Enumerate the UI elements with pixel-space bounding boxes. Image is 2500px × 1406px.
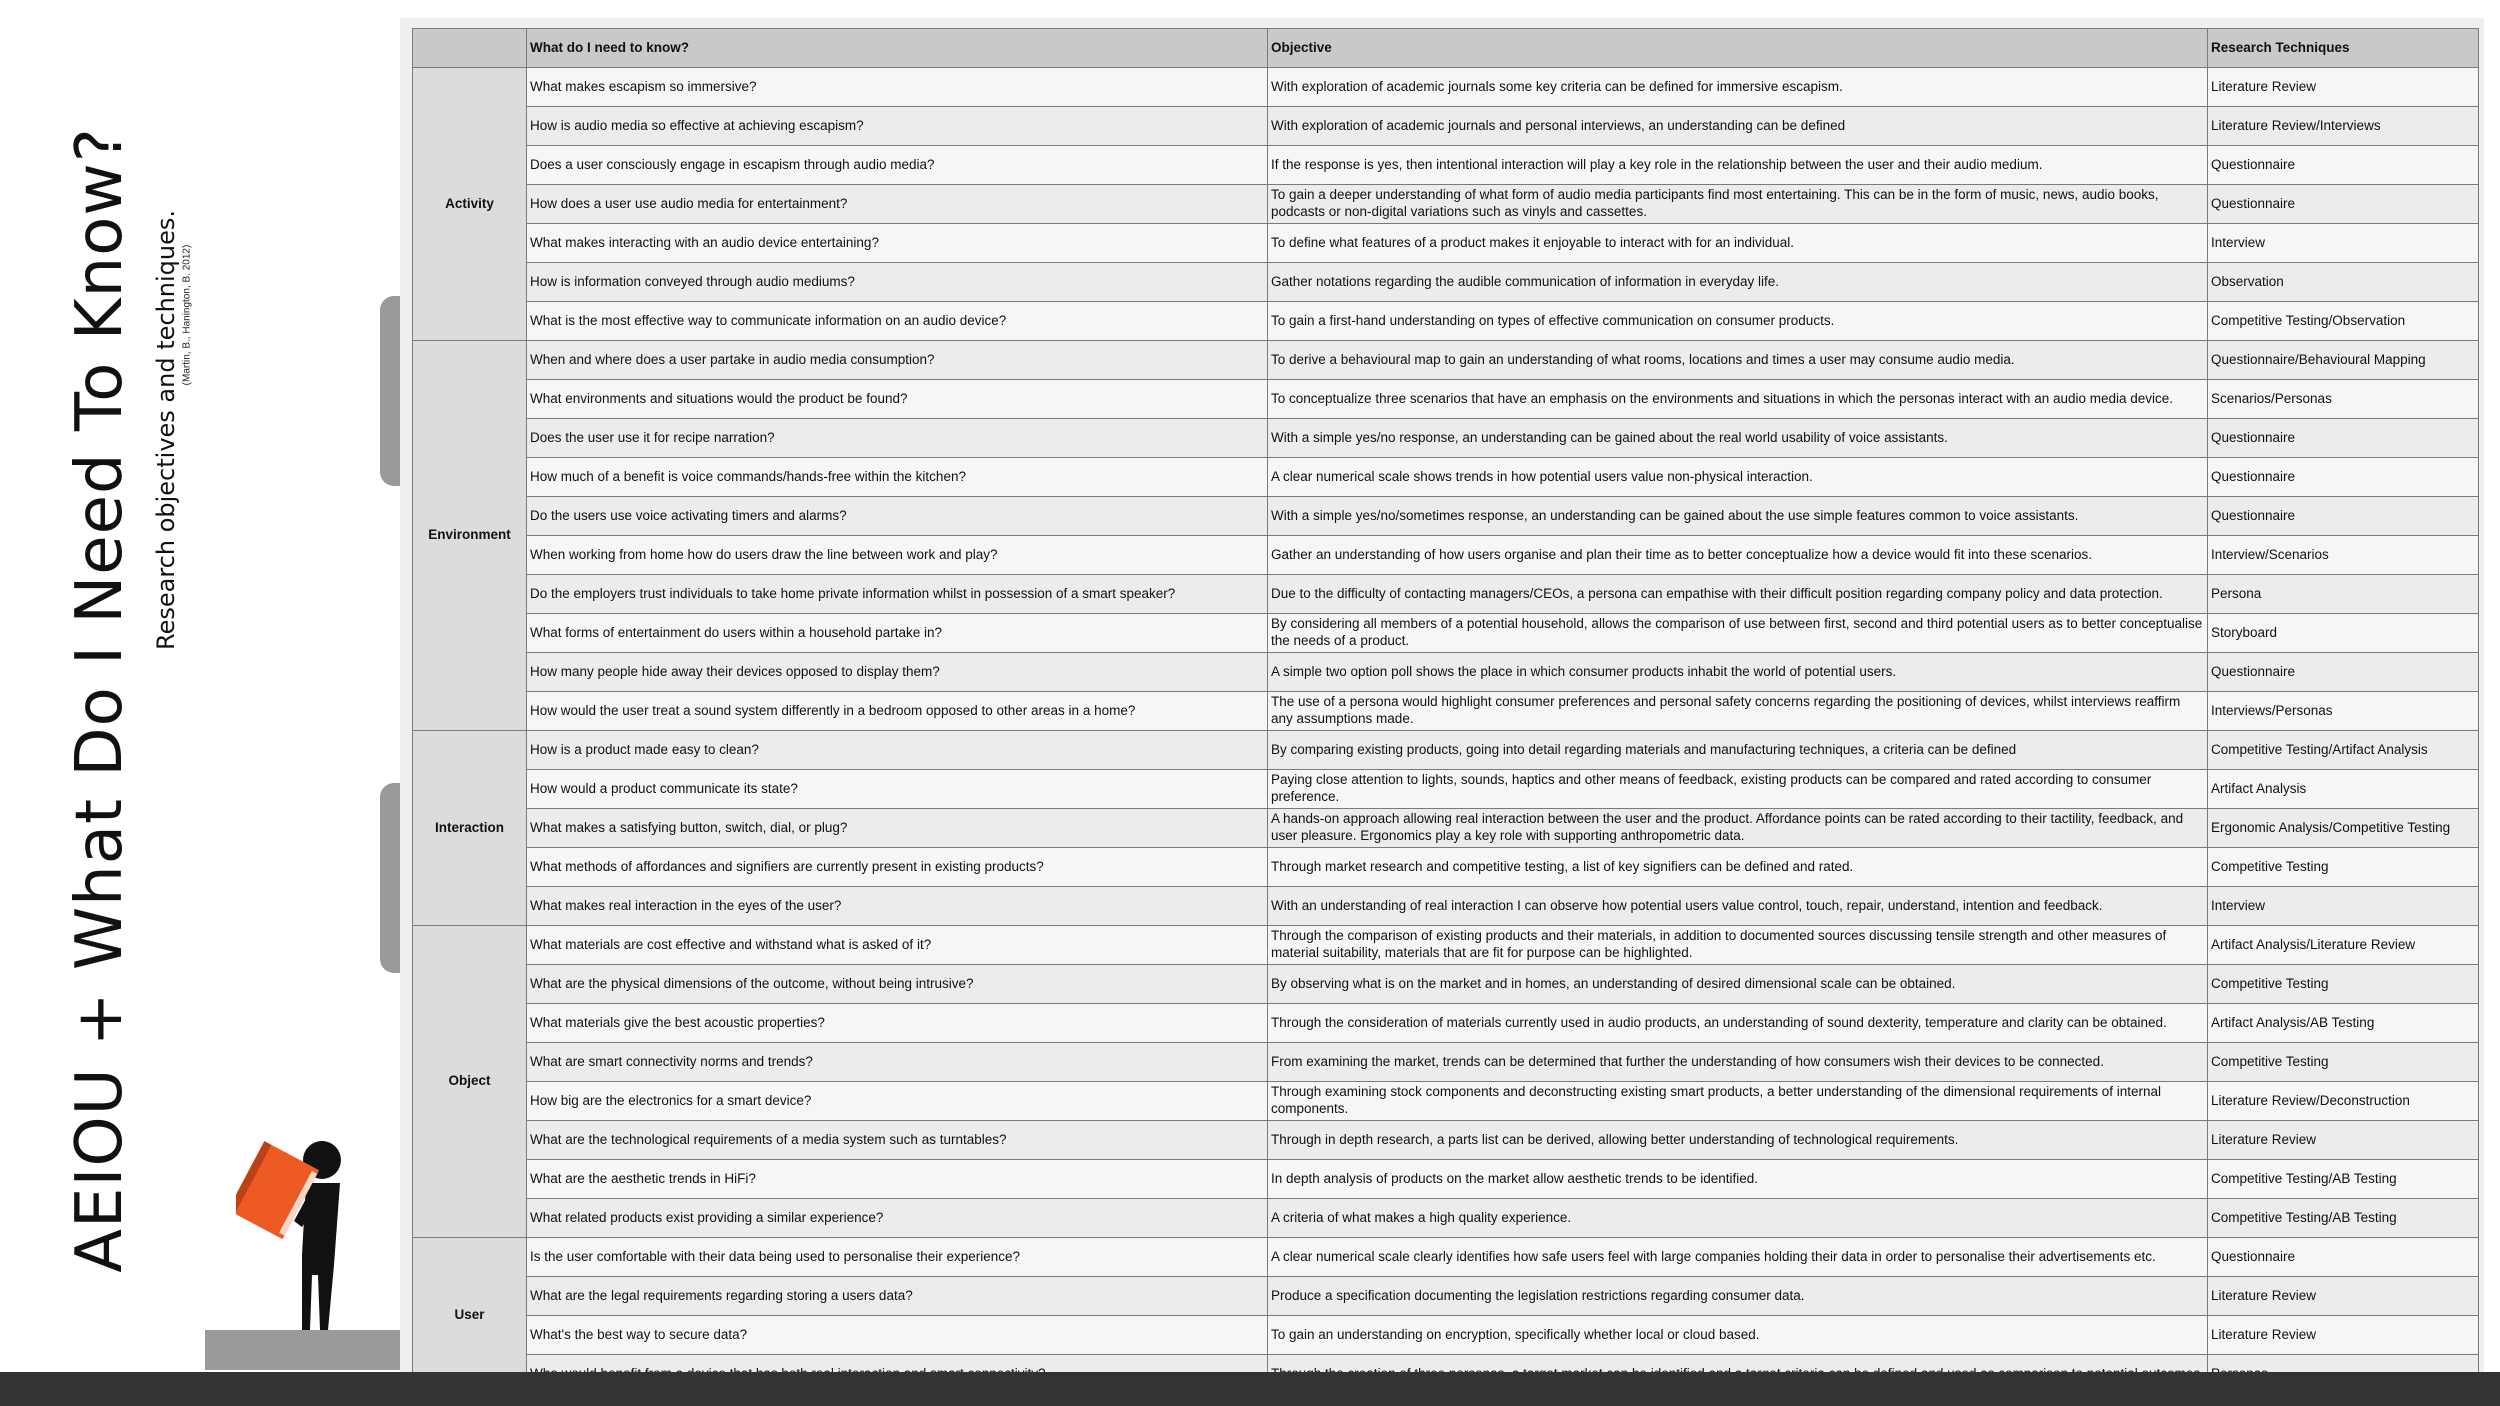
table-row — [413, 692, 2479, 731]
objective-cell: Through in depth research, a parts list can be derived, allowing better understanding of technological requirements. — [1268, 1121, 2208, 1160]
table-row — [413, 848, 2479, 887]
table-row — [413, 614, 2479, 653]
figure-pedestal — [205, 1330, 400, 1370]
question-cell: How many people hide away their devices opposed to display them? — [527, 653, 1268, 692]
objective-cell: Produce a specification documenting the legislation restrictions regarding consumer data. — [1268, 1277, 2208, 1316]
question-cell: Is the user comfortable with their data being used to personalise their experience? — [527, 1238, 1268, 1277]
table-row — [413, 419, 2479, 458]
research-table — [412, 28, 2479, 1394]
table-row — [413, 341, 2479, 380]
objective-cell: Through the comparison of existing products and their materials, in addition to documented sources discussing tensile strength and other measures of material suitability, materials that are fit for purpose can be highlighted. — [1268, 926, 2208, 965]
technique-cell: Interview — [2208, 224, 2479, 263]
header-technique: Research Techniques — [2208, 29, 2479, 68]
question-cell: Does a user consciously engage in escapism through audio media? — [527, 146, 1268, 185]
objective-cell: A clear numerical scale shows trends in how potential users value non-physical interaction. — [1268, 458, 2208, 497]
question-cell: What's the best way to secure data? — [527, 1316, 1268, 1355]
objective-cell: Gather an understanding of how users organise and plan their time as to better conceptualize how a device would fit into these scenarios. — [1268, 536, 2208, 575]
slide-subtitle: Research objectives and techniques. — [152, 209, 180, 651]
objective-cell: Through examining stock components and deconstructing existing smart products, a better understanding of the dimensional requirements of internal components. — [1268, 1082, 2208, 1121]
category-cell: Activity — [413, 68, 527, 341]
question-cell: What are the technological requirements of a media system such as turntables? — [527, 1121, 1268, 1160]
table-row — [413, 575, 2479, 614]
technique-cell: Ergonomic Analysis/Competitive Testing — [2208, 809, 2479, 848]
table-row — [413, 68, 2479, 107]
technique-cell: Artifact Analysis/AB Testing — [2208, 1004, 2479, 1043]
table-row — [413, 458, 2479, 497]
technique-cell: Questionnaire — [2208, 497, 2479, 536]
technique-cell: Literature Review/Deconstruction — [2208, 1082, 2479, 1121]
question-cell: What makes interacting with an audio device entertaining? — [527, 224, 1268, 263]
table-row — [413, 770, 2479, 809]
table-row — [413, 497, 2479, 536]
technique-cell: Competitive Testing/AB Testing — [2208, 1160, 2479, 1199]
objective-cell: A criteria of what makes a high quality experience. — [1268, 1199, 2208, 1238]
slide-title: AEIOU + What Do I Need To Know? — [63, 127, 137, 1273]
table-row — [413, 107, 2479, 146]
objective-cell: The use of a persona would highlight consumer preferences and personal safety concerns regarding the positioning of devices, whilst interviews reaffirm any assumptions made. — [1268, 692, 2208, 731]
table-row — [413, 965, 2479, 1004]
table-body — [413, 68, 2479, 1394]
person-carrying-orange-book-icon — [236, 1135, 366, 1340]
objective-cell: With exploration of academic journals some key criteria can be defined for immersive escapism. — [1268, 68, 2208, 107]
question-cell: How would a product communicate its state? — [527, 770, 1268, 809]
objective-cell: By observing what is on the market and in homes, an understanding of desired dimensional scale can be obtained. — [1268, 965, 2208, 1004]
objective-cell: To define what features of a product makes it enjoyable to interact with for an individual. — [1268, 224, 2208, 263]
objective-cell: With a simple yes/no/sometimes response, an understanding can be gained about the use simple features common to voice assistants. — [1268, 497, 2208, 536]
header-objective: Objective — [1268, 29, 2208, 68]
question-cell: When and where does a user partake in audio media consumption? — [527, 341, 1268, 380]
question-cell: Do the users use voice activating timers and alarms? — [527, 497, 1268, 536]
table-row — [413, 731, 2479, 770]
objective-cell: To derive a behavioural map to gain an understanding of what rooms, locations and times a user may consume audio media. — [1268, 341, 2208, 380]
table-header-row — [413, 29, 2479, 68]
objective-cell: Through the consideration of materials currently used in audio products, an understanding of sound dexterity, temperature and clarity can be obtained. — [1268, 1004, 2208, 1043]
objective-cell: In depth analysis of products on the market allow aesthetic trends to be identified. — [1268, 1160, 2208, 1199]
table-row — [413, 926, 2479, 965]
question-cell: How does a user use audio media for entertainment? — [527, 185, 1268, 224]
question-cell: What are the aesthetic trends in HiFi? — [527, 1160, 1268, 1199]
objective-cell: Due to the difficulty of contacting managers/CEOs, a persona can empathise with their difficult position regarding company policy and data protection. — [1268, 575, 2208, 614]
question-cell: What related products exist providing a similar experience? — [527, 1199, 1268, 1238]
header-question: What do I need to know? — [527, 29, 1268, 68]
technique-cell: Literature Review/Interviews — [2208, 107, 2479, 146]
objective-cell: To conceptualize three scenarios that have an emphasis on the environments and situations in which the personas interact with an audio media device. — [1268, 380, 2208, 419]
question-cell: How big are the electronics for a smart device? — [527, 1082, 1268, 1121]
technique-cell: Questionnaire — [2208, 419, 2479, 458]
objective-cell: If the response is yes, then intentional interaction will play a key role in the relationship between the user and their audio medium. — [1268, 146, 2208, 185]
objective-cell: To gain a first-hand understanding on types of effective communication on consumer products. — [1268, 302, 2208, 341]
table-row — [413, 1199, 2479, 1238]
slide-citation: (Martin, B., Hanington, B. 2012) — [181, 244, 193, 386]
technique-cell: Literature Review — [2208, 1316, 2479, 1355]
question-cell: Do the employers trust individuals to take home private information whilst in possession of a smart speaker? — [527, 575, 1268, 614]
side-tab-upper — [380, 296, 400, 486]
objective-cell: A simple two option poll shows the place in which consumer products inhabit the world of potential users. — [1268, 653, 2208, 692]
technique-cell: Literature Review — [2208, 68, 2479, 107]
header-category — [413, 29, 527, 68]
technique-cell: Observation — [2208, 263, 2479, 302]
question-cell: What makes escapism so immersive? — [527, 68, 1268, 107]
technique-cell: Questionnaire — [2208, 653, 2479, 692]
question-cell: When working from home how do users draw the line between work and play? — [527, 536, 1268, 575]
question-cell: How much of a benefit is voice commands/hands-free within the kitchen? — [527, 458, 1268, 497]
table-row — [413, 887, 2479, 926]
technique-cell: Interview — [2208, 887, 2479, 926]
table-row — [413, 224, 2479, 263]
objective-cell: A hands-on approach allowing real interaction between the user and the product. Affordance points can be rated according to their tactility, feedback, and user pleasure. Ergonomics play a key role with supporting anthropometric data. — [1268, 809, 2208, 848]
question-cell: How is audio media so effective at achieving escapism? — [527, 107, 1268, 146]
question-cell: What makes real interaction in the eyes of the user? — [527, 887, 1268, 926]
question-cell: What makes a satisfying button, switch, dial, or plug? — [527, 809, 1268, 848]
technique-cell: Literature Review — [2208, 1121, 2479, 1160]
objective-cell: Through market research and competitive testing, a list of key signifiers can be defined and rated. — [1268, 848, 2208, 887]
objective-cell: A clear numerical scale clearly identifies how safe users feel with large companies holding their data in order to personalise their advertisements etc. — [1268, 1238, 2208, 1277]
table-row — [413, 1160, 2479, 1199]
category-cell: Object — [413, 926, 527, 1238]
technique-cell: Questionnaire — [2208, 185, 2479, 224]
table-row — [413, 380, 2479, 419]
question-cell: What materials are cost effective and withstand what is asked of it? — [527, 926, 1268, 965]
technique-cell: Questionnaire — [2208, 458, 2479, 497]
technique-cell: Interview/Scenarios — [2208, 536, 2479, 575]
technique-cell: Artifact Analysis/Literature Review — [2208, 926, 2479, 965]
objective-cell: By comparing existing products, going into detail regarding materials and manufacturing techniques, a criteria can be defined — [1268, 731, 2208, 770]
table-row — [413, 1043, 2479, 1082]
table-row — [413, 302, 2479, 341]
technique-cell: Competitive Testing — [2208, 1043, 2479, 1082]
question-cell: What methods of affordances and signifiers are currently present in existing products? — [527, 848, 1268, 887]
technique-cell: Questionnaire — [2208, 1238, 2479, 1277]
technique-cell: Literature Review — [2208, 1277, 2479, 1316]
question-cell: How is information conveyed through audio mediums? — [527, 263, 1268, 302]
table-row — [413, 1121, 2479, 1160]
objective-cell: With an understanding of real interaction I can observe how potential users value control, touch, repair, understand, intention and feedback. — [1268, 887, 2208, 926]
table-row — [413, 1277, 2479, 1316]
technique-cell: Scenarios/Personas — [2208, 380, 2479, 419]
question-cell: How would the user treat a sound system differently in a bedroom opposed to other areas in a home? — [527, 692, 1268, 731]
objective-cell: With exploration of academic journals and personal interviews, an understanding can be defined — [1268, 107, 2208, 146]
table-row — [413, 263, 2479, 302]
objective-cell: From examining the market, trends can be determined that further the understanding of how consumers wish their devices to be connected. — [1268, 1043, 2208, 1082]
table-row — [413, 185, 2479, 224]
objective-cell: To gain a deeper understanding of what form of audio media participants find most entertaining. This can be in the form of music, news, audio books, podcasts or non-digital variations such as vinyls and cassettes. — [1268, 185, 2208, 224]
table-row — [413, 1082, 2479, 1121]
question-cell: How is a product made easy to clean? — [527, 731, 1268, 770]
technique-cell: Artifact Analysis — [2208, 770, 2479, 809]
question-cell: Does the user use it for recipe narration? — [527, 419, 1268, 458]
category-cell: User — [413, 1238, 527, 1394]
question-cell: What are the legal requirements regarding storing a users data? — [527, 1277, 1268, 1316]
technique-cell: Questionnaire/Behavioural Mapping — [2208, 341, 2479, 380]
technique-cell: Competitive Testing/Observation — [2208, 302, 2479, 341]
technique-cell: Questionnaire — [2208, 146, 2479, 185]
technique-cell: Competitive Testing/AB Testing — [2208, 1199, 2479, 1238]
objective-cell: By considering all members of a potential household, allows the comparison of use between first, second and third potential users as to better conceptualise the needs of a product. — [1268, 614, 2208, 653]
category-cell: Interaction — [413, 731, 527, 926]
technique-cell: Interviews/Personas — [2208, 692, 2479, 731]
question-cell: What is the most effective way to communicate information on an audio device? — [527, 302, 1268, 341]
objective-cell: Gather notations regarding the audible communication of information in everyday life. — [1268, 263, 2208, 302]
bottom-bar — [0, 1372, 2500, 1406]
question-cell: What environments and situations would the product be found? — [527, 380, 1268, 419]
table-row — [413, 1238, 2479, 1277]
table-row — [413, 146, 2479, 185]
table-row — [413, 809, 2479, 848]
question-cell: What materials give the best acoustic properties? — [527, 1004, 1268, 1043]
technique-cell: Competitive Testing/Artifact Analysis — [2208, 731, 2479, 770]
objective-cell: To gain an understanding on encryption, specifically whether local or cloud based. — [1268, 1316, 2208, 1355]
table-row — [413, 653, 2479, 692]
technique-cell: Competitive Testing — [2208, 965, 2479, 1004]
technique-cell: Storyboard — [2208, 614, 2479, 653]
objective-cell: With a simple yes/no response, an understanding can be gained about the real world usability of voice assistants. — [1268, 419, 2208, 458]
technique-cell: Competitive Testing — [2208, 848, 2479, 887]
table-row — [413, 536, 2479, 575]
question-cell: What are smart connectivity norms and trends? — [527, 1043, 1268, 1082]
question-cell: What are the physical dimensions of the outcome, without being intrusive? — [527, 965, 1268, 1004]
table-row — [413, 1004, 2479, 1043]
side-tab-lower — [380, 783, 400, 973]
table-row — [413, 1316, 2479, 1355]
objective-cell: Paying close attention to lights, sounds, haptics and other means of feedback, existing products can be compared and rated according to consumer preference. — [1268, 770, 2208, 809]
technique-cell: Persona — [2208, 575, 2479, 614]
category-cell: Environment — [413, 341, 527, 731]
question-cell: What forms of entertainment do users within a household partake in? — [527, 614, 1268, 653]
